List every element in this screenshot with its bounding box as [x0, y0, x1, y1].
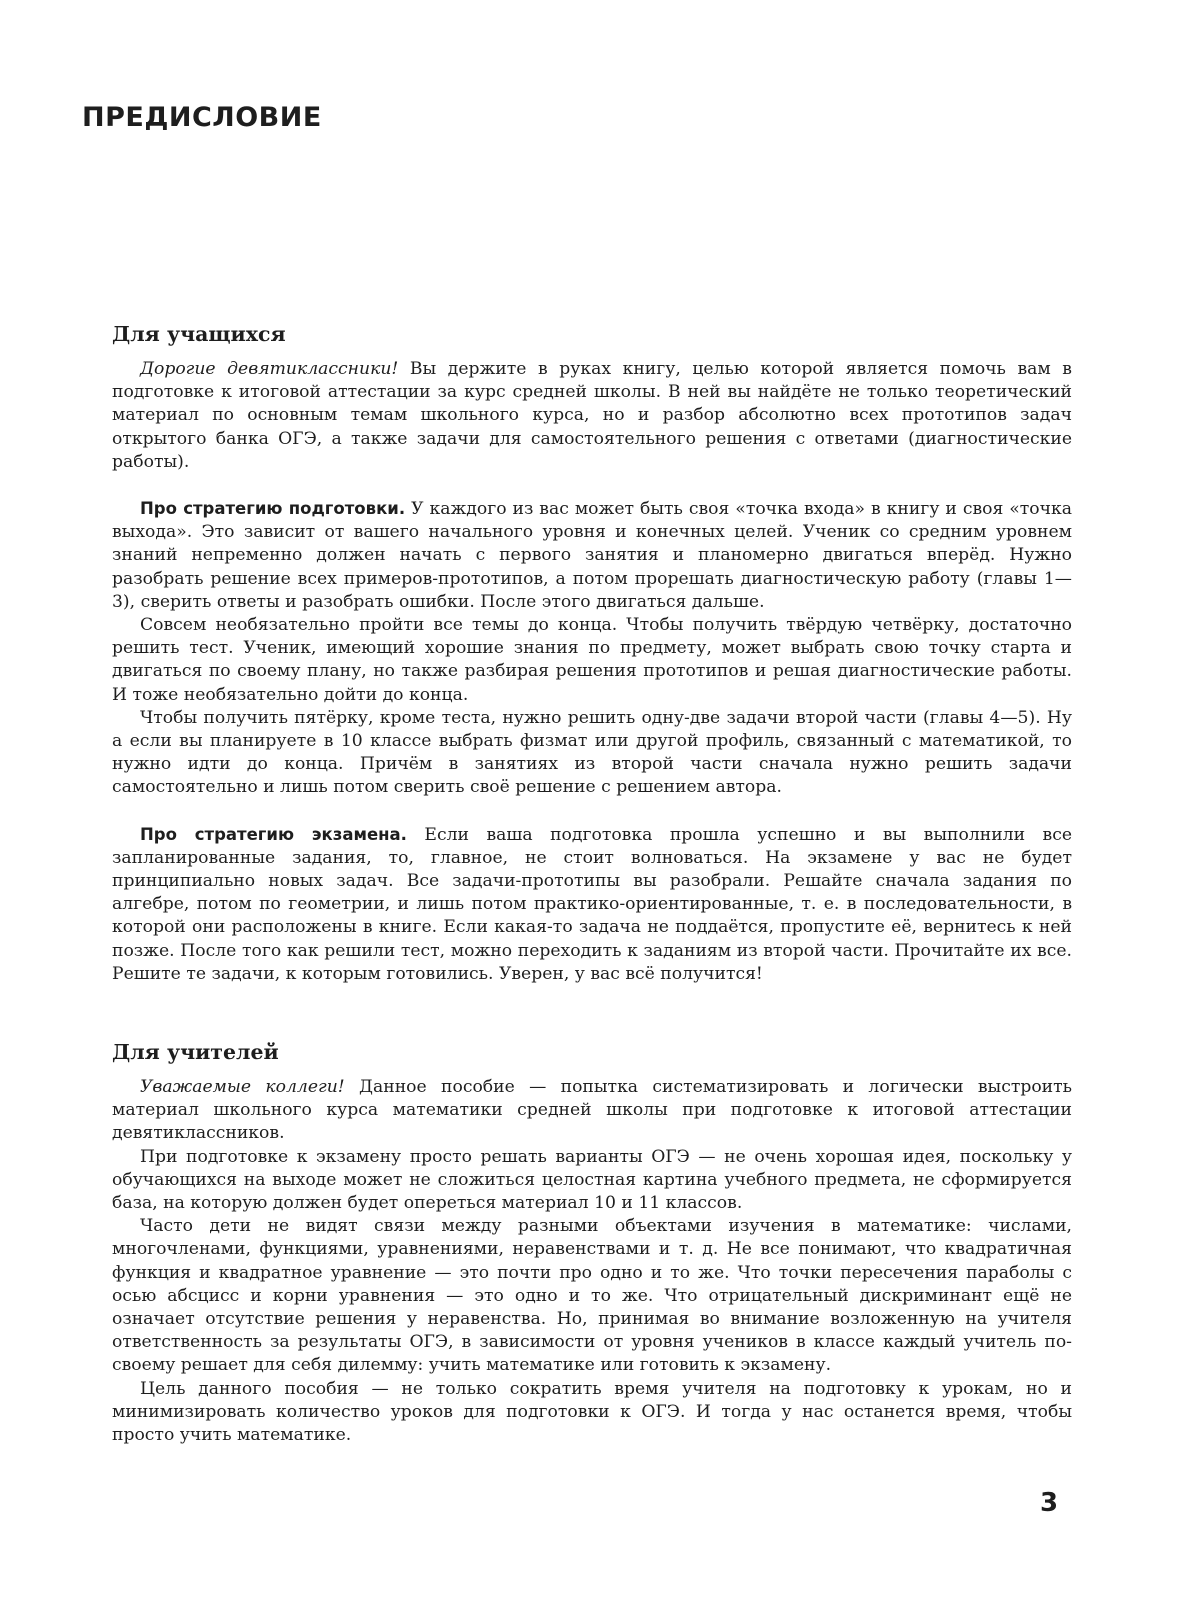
students-intro-paragraph: Дорогие девятиклассники! Вы держите в руках книгу, целью которой является помочь вам в подготовке к итоговой аттестации за курс средней школы. В ней вы найдёте не только теоретический материал по основным темам школьного курса, но и разбор абсолютно всех прототипов задач открытого банка ОГЭ, а также задачи для самостоятельного решения с ответами (диагностические работы). — [112, 359, 1072, 472]
teachers-greeting: Уважаемые коллеги! — [140, 1077, 345, 1097]
exam-strategy-heading: Про стратегию экзамена. — [140, 824, 407, 844]
students-greeting: Дорогие девятиклассники! — [140, 359, 399, 379]
page-number: 3 — [1040, 1488, 1059, 1518]
preparation-strategy-paragraph-3: Чтобы получить пятёрку, кроме теста, нужно решить одну-две задачи второй части (главы 4—5). Ну а если вы планируете в 10 классе выбрать физмат или другой профиль, связанный с математикой, то нужно идти до конца. Причём в занятиях из второй части сначала нужно решить задачи самостоятельно и лишь потом сверить своё решение с решением автора. — [112, 707, 1072, 798]
teachers-paragraph-3: Часто дети не видят связи между разными объектами изучения в математике: числами, многочленами, функциями, уравнениями, неравенствами и т. д. Не все понимают, что квадратичная функция и квадратное уравнение — это почти про одно и то же. Что точки пересечения параболы с осью абсцисс и корни уравнения — это одно и то же. Что отрицательный дискриминант ещё не означает отсутствие решения у неравенства. Но, принимая во внимание возложенную на учителя ответственность за результаты ОГЭ, в зависимости от уровня учеников в классе каждый учитель по-своему решает для себя дилемму: учить математике или готовить к экзамену. — [112, 1216, 1072, 1376]
preparation-strategy-paragraph-2: Совсем необязательно пройти все темы до конца. Чтобы получить твёрдую четвёрку, достаточно решить тест. Ученик, имеющий хорошие знания по предмету, может выбрать свою точку старта и двигаться по своему плану, но также разбирая решения прототипов и решая диагностические работы. И тоже необязательно дойти до конца. — [112, 615, 1072, 705]
preparation-strategy-paragraph: Про стратегию подготовки. У каждого из вас может быть своя «точка входа» в книгу и своя «точка выхода». Это зависит от вашего начального уровня и конечных целей. Ученик со средним уровнем знаний непременно должен начать с первого занятия и планомерно двигаться вперёд. Нужно разобрать решение всех примеров-прототипов, а потом прорешать диагностическую работу (главы 1—3), сверить ответы и разобрать ошибки. После этого двигаться дальше. — [112, 499, 1072, 612]
section-heading-teachers: Для учителей — [112, 1040, 279, 1064]
section-heading-students: Для учащихся — [112, 322, 286, 346]
section-for-teachers — [112, 1038, 1072, 1447]
page-title: ПРЕДИСЛОВИЕ — [82, 102, 322, 133]
teachers-intro-paragraph: Уважаемые коллеги! Данное пособие — попытка систематизировать и логически выстроить материал школьного курса математики средней школы при подготовке к итоговой аттестации девятиклассников. — [112, 1077, 1073, 1144]
preparation-strategy-heading: Про стратегию подготовки. — [140, 499, 406, 519]
exam-strategy-paragraph: Про стратегию экзамена. Если ваша подготовка прошла успешно и вы выполнили все запланированные задания, то, главное, не стоит волноваться. На экзамене у вас не будет принципиально новых задач. Все задачи-прототипы вы разобрали. Решайте сначала задания по алгебре, потом по геометрии, и лишь потом практико-ориентированные, т. е. в последовательности, в которой они расположены в книге. Если какая-то задача не поддаётся, пропустите её, вернитесь к ней позже. После того как решили тест, можно переходить к заданиям из второй части. Прочитайте их все. Решите те задачи, к которым готовились. Уверен, у вас всё получится! — [112, 824, 1072, 984]
teachers-paragraph-4: Цель данного пособия — не только сократить время учителя на подготовку к урокам, но и минимизировать количество уроков для подготовки к ОГЭ. И тогда у нас останется время, чтобы просто учить математике. — [112, 1378, 1072, 1446]
teachers-paragraph-2: При подготовке к экзамену просто решать варианты ОГЭ — не очень хорошая идея, поскольку у обучающихся на выходе может не сложиться целостная картина учебного предмета, не сформируется база, на которую должен будет опереться материал 10 и 11 классов. — [112, 1146, 1072, 1214]
section-for-students — [112, 320, 1072, 986]
